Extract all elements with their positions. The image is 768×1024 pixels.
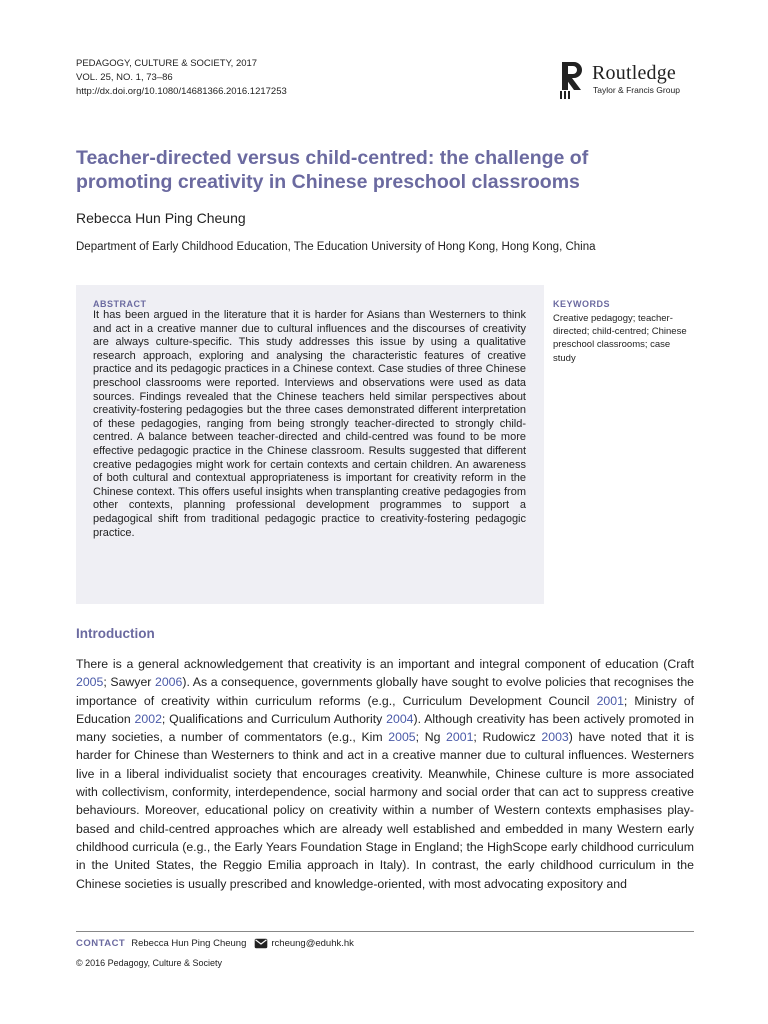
- body-text-segment: ; Ng: [415, 730, 447, 745]
- journal-meta: [76, 57, 287, 99]
- introduction-paragraph: [76, 655, 694, 893]
- journal-name-year: PEDAGOGY, CULTURE & SOCIETY, 2017: [76, 58, 258, 69]
- contact-email-link[interactable]: rcheung@eduhk.hk: [271, 938, 354, 949]
- article-affiliation: Department of Early Childhood Education, The Education University of Hong Kong, Hong Kong, China: [76, 241, 596, 253]
- body-text-segment: Craft: [667, 657, 694, 671]
- citation-link[interactable]: 2005: [388, 730, 416, 745]
- abstract-box: [76, 285, 544, 604]
- citation-link[interactable]: 2003: [541, 730, 569, 745]
- keywords-label: KEYWORDS: [553, 299, 611, 309]
- body-text-segment: ). Although creativity has been actively promoted in many societies, a number of commentators (e.g., Kim: [76, 711, 695, 745]
- citation-link[interactable]: 2004: [386, 711, 414, 726]
- article-title: Teacher-directed versus child-centred: the challenge of promoting creativity in Chinese preschool classrooms: [76, 147, 589, 193]
- abstract-text: It has been argued in the literature that it is harder for Asians than Westerners to think and act in a creative manner due to cultural influences and the discourses of creativity are always culture-specific. This study addresses this issue by using a qualitative research approach, exploring and analysing the characteristic features of creative practice and its pedagogic practices in a Chinese context. Case studies of three Chinese preschool classrooms were reported. Interviews and observations were used as data sources. Findings revealed that the Chinese teachers held similar perspectives about creativity-fostering pedagogies but the three cases demonstrated different interpretation of these pedagogies, ranging from being strongly teacher-directed to strongly child-centred. A balance between teacher-directed and child-centred was found to be more effective pedagogic practice in the Chinese classroom. Results suggested that different creative pedagogies might work for certain contexts and certain children. An awareness of both cultural and contextual appropriateness is important for creativity reform in the Chinese context. This offers useful insights when transplanting creative pedagogies from other contexts, planning professional development programmes to support a pedagogical shift from traditional pedagogic practice to creativity-fostering pedagogic practice.: [93, 309, 526, 539]
- body-text-segment: ; Sawyer: [103, 675, 155, 690]
- journal-doi[interactable]: http://dx.doi.org/10.1080/14681366.2016.1217253: [76, 86, 287, 97]
- citation-link[interactable]: 2006: [154, 675, 183, 690]
- body-text-segment: ) have noted that it is harder for Chinese than Westerners to think and act in a creative manner due to cultural influences. Westerners live in a liberal individualist society that encourages creativity. Meanwhile, Chinese culture is more associated with collectivism, conformity, interdependence, social harmony and social order that can act to suppress creative behaviours. Moreover, educational policy on creativity within a number of Western contexts emphasises play-based and child-centred approaches which are already well established and embedded in many Western early childhood curricula (e.g., the Early Years Foundation Stage in England; the HighScope early childhood curriculum in the United States, the Reggio Emilia approach in Italy). In contrast, the early childhood curriculum in the Chinese societies is usually prescribed and knowledge-oriented, with most advocating expository and: [76, 730, 694, 891]
- contact-name: Rebecca Hun Ping Cheung: [131, 938, 247, 949]
- body-text-segment: ). As a consequence, governments globally have sought to evolve policies that recognises the importance of creativity within curriculum reforms (e.g., Curriculum Development Council: [76, 675, 694, 708]
- abstract-label: ABSTRACT: [93, 299, 147, 309]
- keywords-text: Creative pedagogy; teacher-directed; child-centred; Chinese preschool classrooms; case study: [553, 313, 687, 364]
- body-text-segment: ; Rudowicz: [473, 730, 542, 745]
- body-text-segment: ; Qualifications and Curriculum Authority: [161, 711, 387, 726]
- publisher-logo: [556, 60, 706, 100]
- publisher-name: Routledge: [592, 62, 677, 84]
- contact-label: CONTACT: [76, 938, 126, 949]
- article-author: Rebecca Hun Ping Cheung: [76, 210, 246, 226]
- publisher-group: Taylor & Francis Group: [593, 85, 680, 95]
- citation-link[interactable]: 2001: [446, 730, 474, 745]
- citation-link[interactable]: 2001: [596, 693, 624, 708]
- envelope-icon: [254, 938, 268, 949]
- citation-link[interactable]: 2005: [76, 675, 104, 690]
- citation-link[interactable]: 2002: [134, 711, 162, 726]
- footer-divider: [76, 931, 694, 932]
- body-text-segment: ; Ministry of Education: [76, 693, 694, 726]
- routledge-r-logo-icon: [556, 60, 586, 100]
- introduction-heading: Introduction: [76, 626, 155, 641]
- body-text-segment: There is a general acknowledgement that creativity is an important and integral component of education (: [76, 657, 668, 671]
- copyright-notice: © 2016 Pedagogy, Culture & Society: [76, 958, 223, 968]
- contact-line: [76, 938, 354, 949]
- journal-volume: VOL. 25, NO. 1, 73–86: [76, 72, 173, 83]
